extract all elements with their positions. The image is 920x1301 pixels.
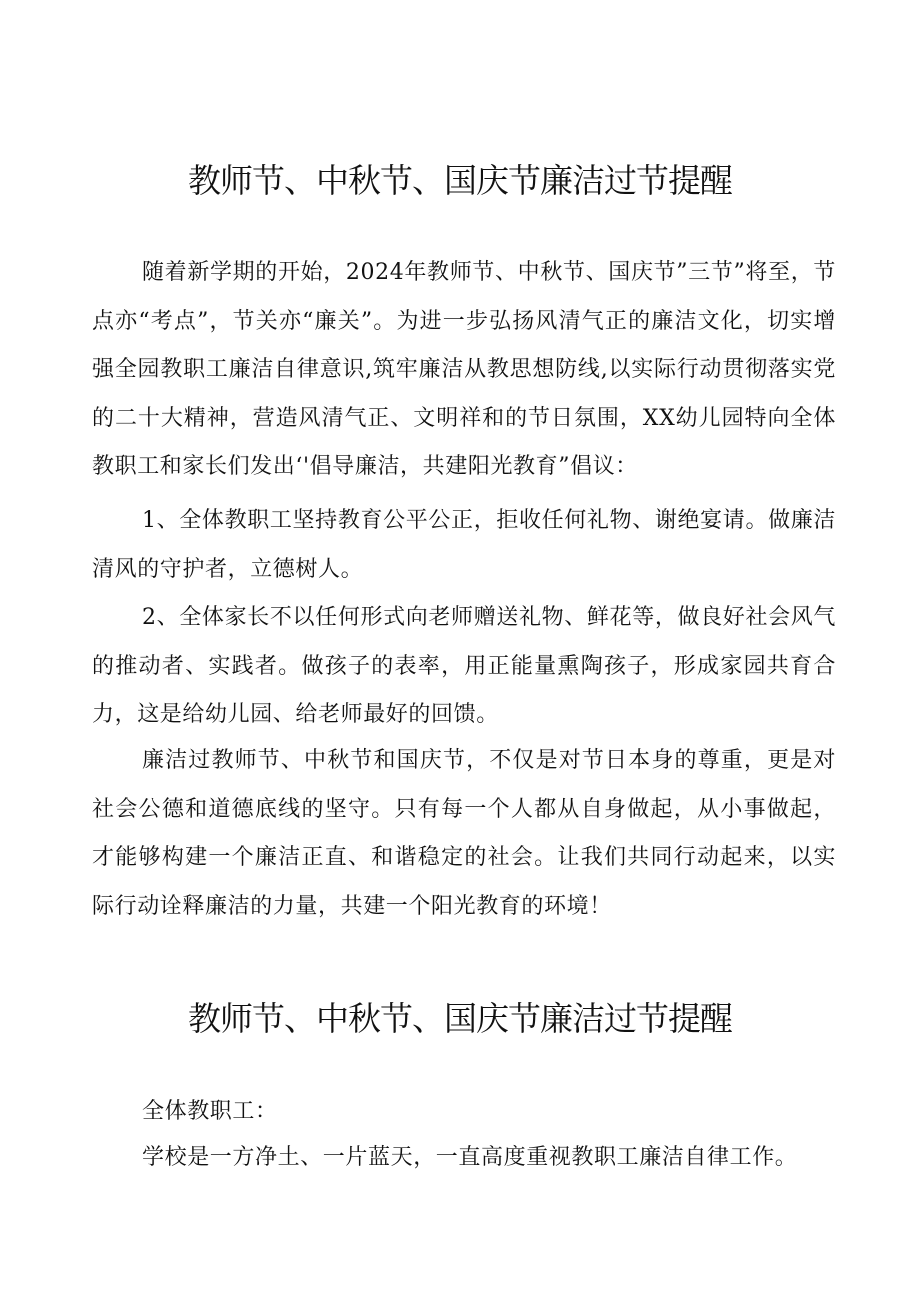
proposal-item-1: 1、全体教职工坚持教育公平公正，拒收任何礼物、谢绝宴请。做廉洁清风的守护者，立德树人。: [92, 508, 836, 582]
proposal-item-2: 2、全体家长不以任何形式向老师赠送礼物、鲜花等，做良好社会风气的推动者、实践者。做孩子的表率，用正能量熏陶孩子，形成家园共育合力，这是给幼儿园、给老师最好的回馈。: [92, 605, 836, 727]
intro-paragraph: 随着新学期的开始，2024年教师节、中秋节、国庆节”三节”将至，节点亦“考点”，节关亦“廉关”。为进一步弘扬风清气正的廉洁文化，切实增强全园教职工廉洁自律意识,筑牢廉洁从教思想防线,以实际行动贯彻落实党的二十大精神，营造风清气正、文明祥和的节日氛围，XX幼儿园特向全体教职工和家长们发出‘'倡导廉洁，共建阳光教育”倡议：: [92, 260, 836, 479]
salutation: 全体教职工：: [142, 1099, 278, 1124]
document-title: 教师节、中秋节、国庆节廉洁过节提醒: [188, 161, 732, 200]
school-paragraph: 学校是一方净土、一片蓝天，一直高度重视教职工廉洁自律工作。: [142, 1145, 798, 1170]
closing-paragraph: 廉洁过教师节、中秋节和国庆节，不仅是对节日本身的尊重，更是对社会公德和道德底线的坚守。只有每一个人都从自身做起，从小事做起，才能够构建一个廉洁正直、和谐稳定的社会。让我们共同行动起来，以实际行动诠释廉洁的力量，共建一个阳光教育的环境！: [92, 748, 836, 919]
second-document-title: 教师节、中秋节、国庆节廉洁过节提醒: [188, 999, 732, 1038]
